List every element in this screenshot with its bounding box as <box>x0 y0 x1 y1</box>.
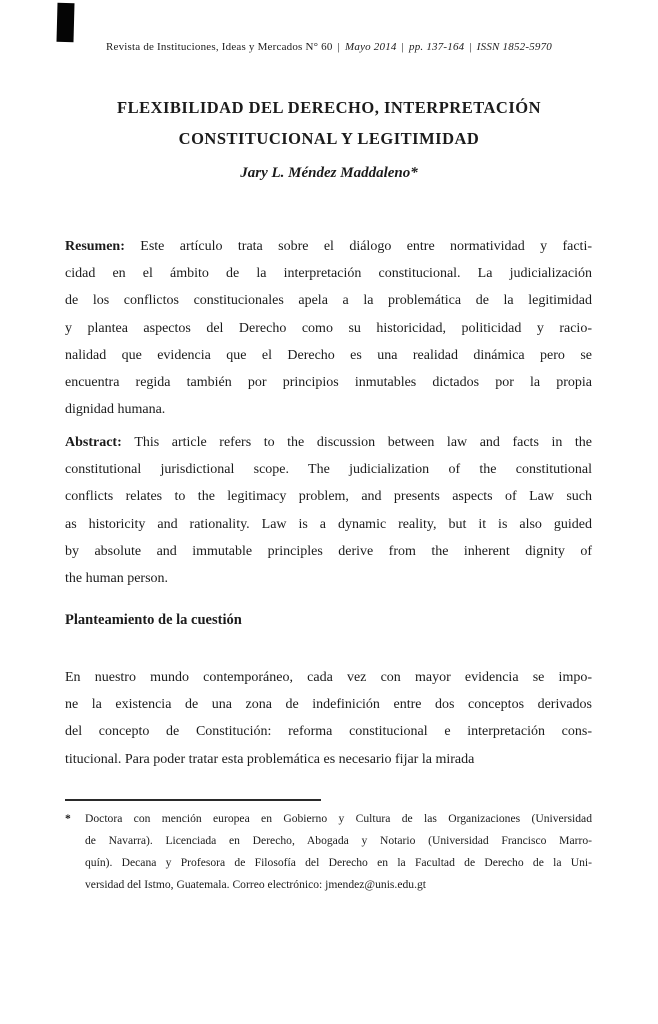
issue-date: Mayo 2014 <box>345 41 397 53</box>
header-separator: | <box>337 41 340 53</box>
article-title-line1: FLEXIBILIDAD DEL DERECHO, INTERPRETACIÓN <box>116 98 542 117</box>
text-line: dignidad humana. <box>65 402 166 418</box>
text-line: de los conflictos constitucionales apela a la problemática de la legitimidad <box>65 293 592 309</box>
text-line: de Navarra). Licenciada en Derecho, Abogada y Notario (Universidad Francisco Marro- <box>85 834 592 847</box>
text-line: titucional. Para poder tratar esta problemática es necesario fijar la mirada <box>65 751 475 767</box>
author-name: Jary L. Méndez Maddaleno* <box>240 165 418 181</box>
header-separator: | <box>469 41 472 53</box>
scan-artifact-mark <box>56 3 74 42</box>
text-line: nalidad que evidencia que el Derecho es una realidad dinámica pero se <box>65 347 592 363</box>
text-line: encuentra regida también por principios inmutables dictados por la propia <box>65 375 592 391</box>
text-line: the human person. <box>65 571 169 587</box>
article-title <box>0 92 658 154</box>
issn-number: ISSN 1852-5970 <box>476 41 553 53</box>
text-line: as historicity and rationality. Law is a dynamic reality, but it is also guided <box>65 516 592 532</box>
journal-name: Revista de Instituciones, Ideas y Mercados N° 60 <box>105 41 333 53</box>
text-line: En nuestro mundo contemporáneo, cada vez con mayor evidencia se impo- <box>65 670 592 685</box>
body-paragraph <box>65 664 592 773</box>
text-line: by absolute and immutable principles derive from the inherent dignity of <box>65 543 592 559</box>
page-range: pp. 137-164 <box>409 41 465 53</box>
footnote-separator-rule <box>65 799 321 801</box>
text-line: versidad del Istmo, Guatemala. Correo electrónico: jmendez@unis.edu.gt <box>85 878 426 891</box>
text-line: quín). Decana y Profesora de Filosofía del Derecho en la Facultad de Derecho de la Uni- <box>85 856 592 869</box>
journal-header <box>0 41 658 53</box>
article-title-line2: CONSTITUCIONAL Y LEGITIMIDAD <box>178 129 480 148</box>
text-line: y plantea aspectos del Derecho como su historicidad, politicidad y racio- <box>65 320 592 336</box>
text-line: del concepto de Constitución: reforma constitucional e interpretación cons- <box>65 724 592 740</box>
text-line: ne la existencia de una zona de indefinición entre dos conceptos derivados <box>65 697 592 713</box>
section-heading: Planteamiento de la cuestión <box>65 612 242 628</box>
paragraph-label: Resumen: <box>65 239 141 254</box>
paragraph-label: Abstract: <box>65 435 135 450</box>
text-line: constitutional jurisdictional scope. The judicialization of the constitutional <box>65 462 592 478</box>
footnote-marker: * <box>65 812 71 825</box>
footnote-text <box>85 808 592 896</box>
text-line: cidad en el ámbito de la interpretación constitucional. La judicialización <box>65 266 592 282</box>
header-separator: | <box>401 41 405 53</box>
text-line: Resumen: Este artículo trata sobre el diálogo entre normatividad y facti- <box>65 239 592 254</box>
text-line: Doctora con mención europea en Gobierno y Cultura de las Organizaciones (Universidad <box>85 812 592 825</box>
footnote <box>65 808 592 896</box>
text-line: conflicts relates to the legitimacy problem, and presents aspects of Law such <box>65 489 592 505</box>
text-line: Abstract: This article refers to the discussion between law and facts in the <box>65 435 593 450</box>
resumen-paragraph <box>65 233 592 423</box>
abstract-paragraph <box>65 429 592 592</box>
